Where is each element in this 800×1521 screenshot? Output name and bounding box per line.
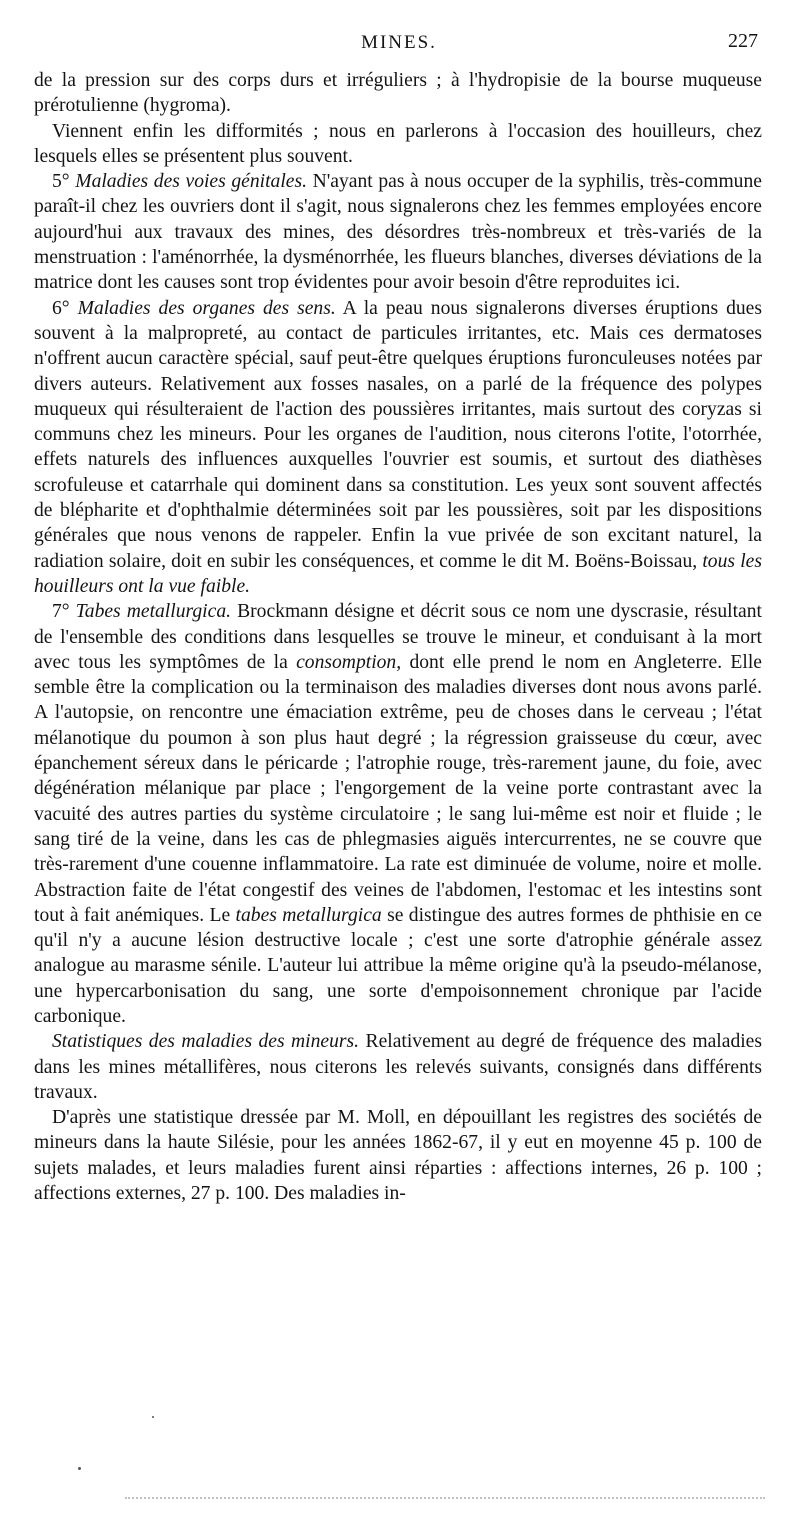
emphasis-tabes: tabes metallurgica [235, 904, 382, 926]
page-number: 227 [728, 30, 758, 52]
quote-italic: tous les houilleurs ont la vue faible. [34, 550, 762, 597]
section-heading: Tabes metallurgica. [75, 601, 232, 623]
body-text [34, 68, 762, 1206]
section-statistics [34, 1029, 762, 1105]
paragraph-text: A la peau nous signalerons diverses éruptions dues souvent à la malpropreté, au contact de particules irritantes, etc. Mais ces dermatoses n'offrent aucun caractère spécial, sauf peut-être quelques éruptions furonculeuses notées par divers auteurs. Relativement aux fosses nasales, on a parlé de la fréquence des polypes muqueux qui résulteraient de l'action des poussières irritantes, mais surtout des coryzas si communs chez les mineurs. Pour les organes de l'audition, nous citerons l'otite, l'otorrhée, effets naturels des influences auxquelles l'ouvrier est soumis, et surtout des diathèses scrofuleuse et catarrhale qui dominent dans sa constitution. Les yeux sont souvent affectés de blépharite et d'ophthalmie déterminées soit par les poussières, soit par les dispositions générales que nous venons de rappeler. Enfin la vue privée de son excitant naturel, la radiation solaire, doit en subir les conséquences, et comme le dit M. Boëns-Boissau, [34, 297, 762, 572]
paragraph-2 [34, 119, 762, 170]
paragraph-moll-statistics [34, 1105, 762, 1206]
paragraph-text: N'ayant pas à nous occuper de la syphilis, très-commune paraît-il chez les ouvriers dont il s'agit, nous signalerons chez les femmes employées encore aujourd'hui aux travaux des mines, des désordres très-nombreux et très-variés de la menstruation : l'aménorrhée, la dysménorrhée, les flueurs blanches, diverses déviations de la matrice dont les causes sont trop évidentes pour avoir besoin d'être reproduites ici. [34, 171, 762, 294]
section-tabes-metallurgica [34, 599, 762, 1029]
section-sense-organs [34, 296, 762, 600]
emphasis-consomption: consomption, [296, 651, 402, 673]
paragraph-text: dont elle prend le nom en Angleterre. Elle semble être la complication ou la terminaison des maladies diverses dont nous avons parlé. A l'autopsie, on rencontre une émaciation extrême, peu de choses dans le cerveau ; l'état mélanotique du poumon à son plus haut degré ; la régression graisseuse du cœur, avec épanchement séreux dans le péricarde ; l'atrophie rouge, très-rarement jaune, du foie, avec dégénération mélanique par place ; l'engorgement de la veine porte contrastant avec la vacuité des autres parties du système circulatoire ; le sang lui-même est noir et fluide ; le sang tiré de la veine, dans les cas de phlegmasies aiguës intercurrentes, ne se couvre que très-rarement d'une couenne inflammatoire. La rate est diminuée de volume, noire et molle. Abstraction faite de l'état congestif des veines de l'abdomen, l'estomac et les intestins sont tout à fait anémiques. Le [34, 651, 762, 926]
page-header [34, 30, 764, 60]
paragraph-text: D'après une statistique dressée par M. Moll, en dépouillant les registres des sociétés de mineurs dans la haute Silésie, pour les années 1862-67, il y eut en moyenne 45 p. 100 de sujets malades, et leurs maladies furent ainsi réparties : affections internes, 26 p. 100 ; affections externes, 27 p. 100. Des maladies in- [34, 1107, 762, 1205]
section-number: 6° [52, 297, 70, 319]
paragraph-1 [34, 68, 762, 119]
section-genital-diseases [34, 169, 762, 295]
running-head: MINES. [361, 32, 437, 53]
paragraph-text: Brockmann désigne et décrit sous ce nom une dyscrasie, résultant de l'ensemble des conditions dans lesquelles se trouve le mineur, et conduisant à la mort avec tous les symptômes de la [34, 601, 762, 673]
scan-speck [152, 1416, 154, 1418]
section-number: 5° [52, 171, 70, 193]
scan-bottom-noise [125, 1497, 765, 1501]
paragraph-text: se distingue des autres formes de phthisie en ce qu'il n'y a aucune lésion destructive locale ; c'est une sorte d'atrophie générale assez analogue au marasme sénile. L'auteur lui attribue la même origine qu'à la pseudo-mélanose, une hypercarbonisation du sang, une sorte d'empoisonnement chronique par l'acide carbonique. [34, 904, 762, 1027]
section-number: 7° [52, 601, 70, 623]
paragraph-text: Viennent enfin les difformités ; nous en parlerons à l'occasion des houilleurs, chez lesquels elles se présentent plus souvent. [34, 120, 762, 167]
paragraph-text: de la pression sur des corps durs et irréguliers ; à l'hydropisie de la bourse muqueuse prérotulienne (hygroma). [34, 70, 762, 117]
section-heading: Statistiques des maladies des mineurs. [52, 1031, 360, 1053]
section-heading: Maladies des organes des sens. [77, 297, 336, 319]
scan-speck [78, 1467, 81, 1470]
section-heading: Maladies des voies génitales. [75, 171, 307, 193]
paragraph-text: Relativement au degré de fréquence des maladies dans les mines métallifères, nous citerons les relevés suivants, consignés dans différents travaux. [34, 1031, 763, 1103]
